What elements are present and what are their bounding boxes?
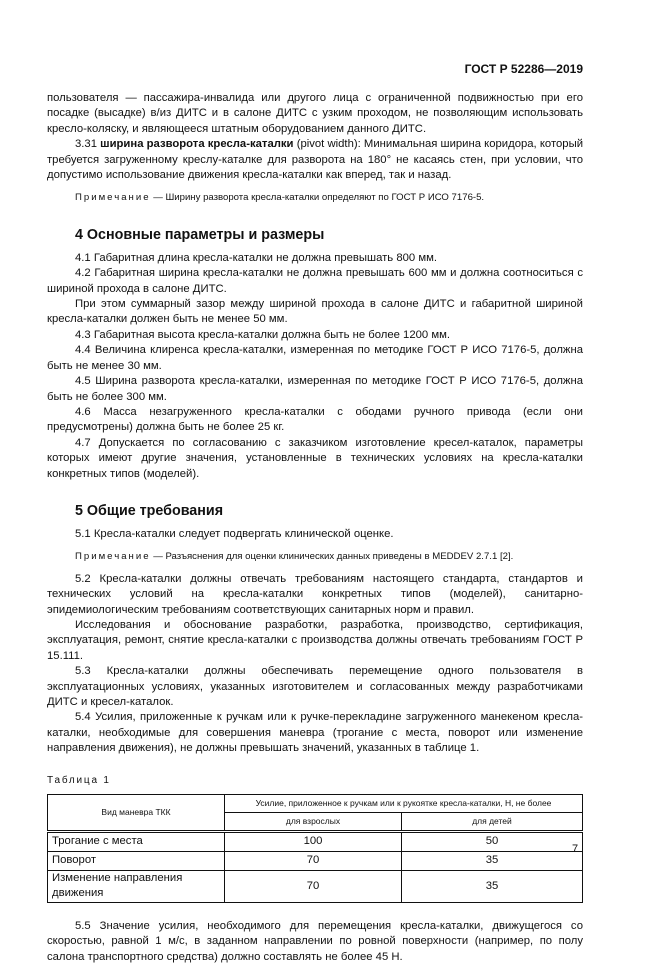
section-5-title: 5 Общие требования [75, 502, 224, 519]
cell-adults: 70 [225, 852, 402, 871]
clause-3-31 [47, 137, 583, 183]
paragraph-5-5: 5.5 Значение усилия, необходимого для перемещения кресла-каталки, движущегося со скоростью, равной 1 м/с, в заданном направлении по ровной поверхности (например, по полу салона транспортного средства) должно составлять не более 45 Н. [47, 919, 583, 963]
term-definition: Минимальная ширина коридора, который требуется загруженному креслу-каталке для разворота на 180° не касаясь стен, при условии, что допустимо использование движения кресла-каталки как вперед, так и назад. [47, 138, 584, 182]
document-header: ГОСТ Р 52286—2019 [464, 62, 583, 76]
cell-maneuver: Изменение направления движения [48, 871, 225, 903]
note-text: — Ширину разворота кресла-каталки определяют по ГОСТ Р ИСО 7176-5. [150, 192, 485, 204]
cell-children: 35 [402, 871, 583, 903]
header-force-group: Усилие, приложенное к ручкам или к рукоятке кресла-каталки, Н, не более [225, 795, 583, 813]
cell-maneuver: Трогание с места [48, 832, 225, 852]
paragraph-4-5: 4.5 Ширина разворота кресла-каталки, измеренная по методике ГОСТ Р ИСО 7176-5, должна быть не более 300 мм. [47, 375, 583, 403]
paragraph-5-3: 5.3 Кресла-каталки должны обеспечивать перемещение одного пользователя в эксплуатационных условиях, указанных изготовителем и согласованных между разработчиками ДИТС и кресел-каталок. [47, 665, 583, 708]
paragraph-4-1: 4.1 Габаритная длина кресла-каталки не должна превышать 800 мм. [75, 251, 437, 264]
cell-children: 50 [402, 832, 583, 852]
cell-children: 35 [402, 852, 583, 871]
table-header-row [48, 795, 583, 813]
cell-maneuver: Поворот [48, 852, 225, 871]
term: ширина разворота кресла-каталки [100, 138, 294, 151]
paragraph-4-6: 4.6 Масса незагруженного кресла-каталки с ободами ручного привода (если они предусмотрены) должна быть не более 25 кг. [47, 405, 583, 434]
paragraph-4-2: 4.2 Габаритная ширина кресла-каталки не должна превышать 600 мм и должна соотноситься с шириной прохода в салоне ДИТС. [47, 267, 583, 295]
table-caption: Таблица 1 [47, 774, 111, 786]
term-english: (pivot width): [296, 138, 361, 151]
table-1 [47, 794, 583, 903]
continuation-paragraph: пользователя — пассажира-инвалида или другого лица с ограниченной подвижностью при его посадке (высадке) в/из ДИТС и в салоне ДИТС с узким проходом, не позволяющим использовать кресло-коляску, и являющееся штатным оборудованием данного ДИТС. [47, 92, 583, 135]
table-row [48, 871, 583, 903]
cell-adults: 100 [225, 832, 402, 852]
page-content [47, 91, 583, 965]
note-label: Примечание [75, 192, 151, 204]
paragraph-5-1: 5.1 Кресла-каталки следует подвергать клинической оценке. [75, 527, 394, 540]
clause-number: 3.31 [75, 138, 97, 151]
header-maneuver: Вид маневра ТКК [48, 795, 225, 832]
page-number: 7 [572, 843, 579, 855]
header-adults: для взрослых [225, 813, 402, 832]
table-row [48, 852, 583, 871]
paragraph-5-4: 5.4 Усилия, приложенные к ручкам или к ручке-перекладине загруженного манекеном кресла-каталки, необходимые для совершения маневра (трогание с места, поворот или изменение направления движения), не должны превышать значений, указанных в таблице 1. [47, 711, 583, 755]
paragraph-4-4: 4.4 Величина клиренса кресла-каталки, измеренная по методике ГОСТ Р ИСО 7176-5, должна быть не менее 30 мм. [47, 344, 583, 372]
section-4-title: 4 Основные параметры и размеры [75, 226, 325, 243]
note-label: Примечание [75, 551, 151, 563]
cell-adults: 70 [225, 871, 402, 903]
paragraph-4-7: 4.7 Допускается по согласованию с заказчиком изготовление кресел-каталок, параметры которых имеют другие значения, установленные в технических условиях на кресла-каталки конкретных типов (моделей). [47, 436, 583, 480]
note-3-31 [47, 190, 583, 205]
paragraph-4-2-gap: При этом суммарный зазор между шириной прохода в салоне ДИТС и габаритной шириной кресла-каталки должен быть не менее 50 мм. [47, 298, 583, 326]
note-5-1 [47, 549, 583, 564]
table-row [48, 832, 583, 852]
paragraph-4-3: 4.3 Габаритная высота кресла-каталки должна быть не более 1200 мм. [75, 328, 451, 341]
paragraph-5-2: 5.2 Кресла-каталки должны отвечать требованиям настоящего стандарта, стандартов и технических условий на кресла-каталки конкретных типов (моделей), санитарно-эпидемиологическим требованиям соответствующих санитарных норм и правил. [47, 572, 583, 616]
note-text: — Разъяснения для оценки клинических данных приведены в MEDDEV 2.7.1 [2]. [150, 551, 514, 563]
header-children: для детей [402, 813, 583, 832]
paragraph-5-2-research: Исследования и обоснование разработки, разработка, производство, сертификация, эксплуатация, ремонт, снятие кресла-каталки с производства должны отвечать требованиям ГОСТ Р 15.111. [47, 618, 583, 662]
